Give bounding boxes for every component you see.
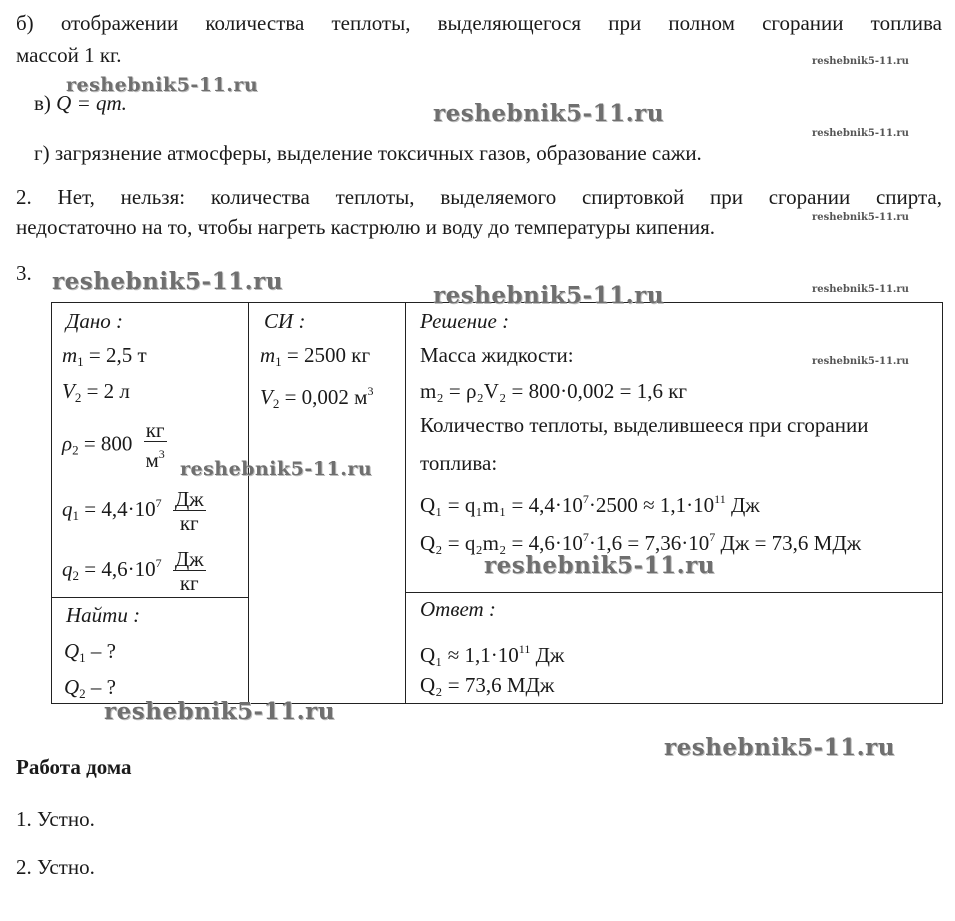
si-m1: $m_1 = 2500$ кг bbox=[260, 343, 371, 369]
answer-v-label: в) bbox=[34, 91, 51, 115]
watermark: reshebnik5-11.ru bbox=[812, 128, 909, 139]
find-q2: $Q_2$ – ? bbox=[64, 675, 116, 701]
answer-b-line1: б) отображении количества теплоты, выделяющегося при полном сгорании топлива bbox=[16, 11, 942, 35]
answer-b-line2: массой 1 кг. bbox=[16, 43, 122, 67]
given-header: Дано : bbox=[66, 309, 124, 333]
watermark: reshebnik5-11.ru bbox=[433, 282, 664, 309]
q1-unit-fraction: $\frac{Дж}{кг}$ bbox=[174, 486, 204, 535]
solution-header: Решение : bbox=[420, 309, 510, 333]
q2-unit-fraction: $\frac{Дж}{кг}$ bbox=[174, 546, 204, 595]
watermark: reshebnik5-11.ru bbox=[104, 698, 335, 725]
answer-header: Ответ : bbox=[420, 597, 496, 621]
given-rho2: $\rho_2 = 800$ $\frac{кг}{м^3}$ bbox=[62, 418, 165, 472]
given-q1: $q_1 = 4,4\cdot 10^7$ $\frac{Дж}{кг}$ bbox=[62, 486, 204, 535]
answer-3-label: 3. bbox=[16, 261, 32, 285]
solution-mass-label: Масса жидкости: bbox=[420, 343, 574, 367]
solution-q2: $Q_2 = q_2m_2 = 4,6\cdot 10^7\cdot 1,6 = 7,36\cdot 10^7$ Дж = 73,6 МДж bbox=[420, 530, 862, 555]
rho2-unit-fraction: $\frac{кг}{м^3}$ bbox=[145, 418, 165, 472]
homework-item-1: 1. Устно. bbox=[16, 807, 95, 831]
answer-2-line2: недостаточно на то, чтобы нагреть кастрюлю и воду до температуры кипения. bbox=[16, 215, 715, 239]
watermark: reshebnik5-11.ru bbox=[433, 100, 664, 127]
given-q2: $q_2 = 4,6\cdot 10^7$ $\frac{Дж}{кг}$ bbox=[62, 546, 204, 595]
watermark: reshebnik5-11.ru bbox=[812, 56, 909, 67]
watermark: reshebnik5-11.ru bbox=[52, 268, 283, 295]
homework-title: Работа дома bbox=[16, 755, 132, 779]
column-divider-2 bbox=[405, 303, 406, 703]
solution-heat-label-2: топлива: bbox=[420, 451, 498, 475]
si-v2: $V_2 = 0,002$ $м^3$ bbox=[260, 384, 374, 411]
answer-v-formula: Q = qm. bbox=[56, 91, 127, 115]
homework-item-2: 2. Устно. bbox=[16, 855, 95, 879]
si-header: СИ : bbox=[264, 309, 306, 333]
watermark: reshebnik5-11.ru bbox=[812, 212, 909, 223]
given-m1: $m_1 = 2,5$ т bbox=[62, 343, 147, 369]
watermark: reshebnik5-11.ru bbox=[484, 552, 715, 579]
solution-mass-formula: m₂ = ρ₂V₂ = 800·0,002 = 1,6 кг bbox=[420, 379, 688, 403]
watermark: reshebnik5-11.ru bbox=[664, 734, 895, 761]
find-q1: $Q_1$ – ? bbox=[64, 639, 116, 665]
watermark: reshebnik5-11.ru bbox=[66, 74, 259, 96]
watermark: reshebnik5-11.ru bbox=[812, 284, 909, 295]
problem-table bbox=[51, 302, 943, 704]
watermark: reshebnik5-11.ru bbox=[812, 356, 909, 367]
answer-g-line: г) загрязнение атмосферы, выделение токсичных газов, образование сажи. bbox=[34, 141, 702, 165]
answer-2-line1: 2. Нет, нельзя: количества теплоты, выделяемого спиртовкой при сгорании спирта, bbox=[16, 185, 942, 209]
column-divider-1 bbox=[248, 303, 249, 703]
watermark: reshebnik5-11.ru bbox=[180, 458, 373, 480]
answer-q1: $Q_1 \approx 1,1\cdot 10^{11}$ Дж bbox=[420, 642, 565, 667]
find-header: Найти : bbox=[66, 603, 141, 627]
solution-q1: $Q_1 = q_1m_1 = 4,4\cdot 10^7\cdot 2500 \approx 1,1\cdot 10^{11}$ Дж bbox=[420, 492, 760, 517]
answer-q2: Q₂ = 73,6 МДж bbox=[420, 673, 555, 697]
given-v2: $V_2 = 2$ л bbox=[62, 379, 130, 405]
solution-heat-label-1: Количество теплоты, выделившееся при сгорании bbox=[420, 413, 869, 437]
